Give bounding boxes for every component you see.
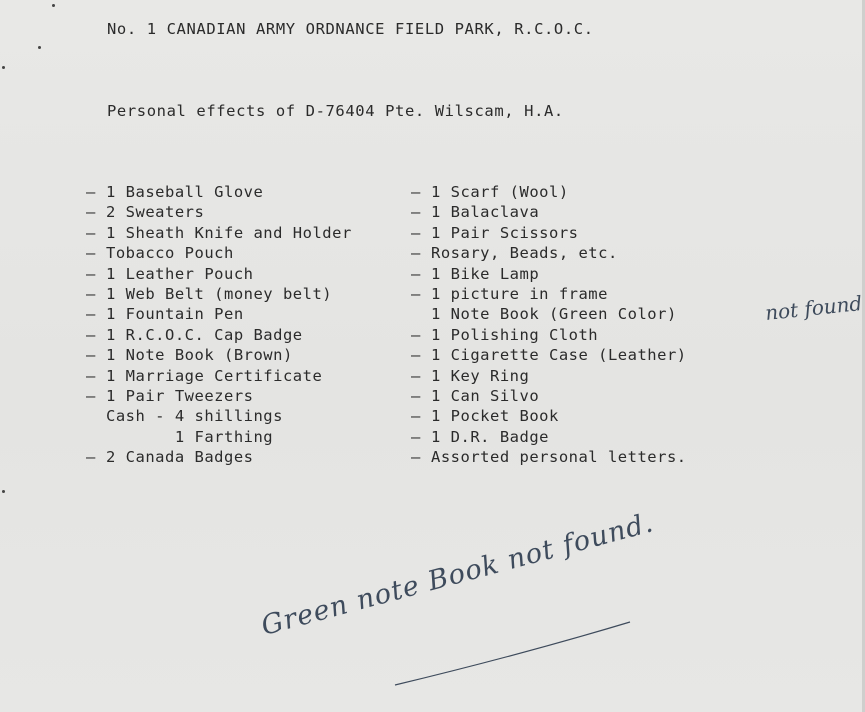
dash-mark: — bbox=[411, 244, 421, 263]
dash-mark: — bbox=[86, 244, 96, 263]
item-text: 1 Pair Scissors bbox=[431, 223, 579, 242]
item-text: 1 Bike Lamp bbox=[431, 264, 540, 283]
dash-mark: — bbox=[411, 264, 421, 283]
dash-mark: — bbox=[411, 366, 421, 385]
item-text: 1 Cigarette Case (Leather) bbox=[431, 346, 687, 365]
dash-mark: — bbox=[86, 284, 96, 303]
item-text: 1 Note Book (Green Color) bbox=[431, 305, 677, 324]
item-text: 1 D.R. Badge bbox=[431, 427, 549, 446]
dash-mark: — bbox=[411, 427, 421, 446]
item-text: 1 Pocket Book bbox=[431, 407, 559, 426]
item-text: Cash - 4 shillings bbox=[106, 407, 283, 426]
dash-mark: — bbox=[86, 386, 96, 405]
item-text: 1 Baseball Glove bbox=[106, 183, 264, 201]
dash-mark: — bbox=[86, 325, 96, 344]
document-subheading: Personal effects of D-76404 Pte. Wilscam, H.A. bbox=[107, 102, 564, 120]
dash-mark: — bbox=[86, 183, 96, 201]
item-text: 1 Leather Pouch bbox=[106, 264, 254, 283]
item-text: 1 Note Book (Brown) bbox=[106, 346, 293, 365]
item-text: Assorted personal letters. bbox=[431, 448, 687, 467]
item-text: 1 picture in frame bbox=[431, 284, 608, 303]
item-text: 1 Can Silvo bbox=[431, 386, 540, 405]
dash-mark: — bbox=[86, 346, 96, 365]
item-text: Tobacco Pouch bbox=[106, 244, 234, 263]
item-text: 2 Canada Badges bbox=[106, 448, 254, 467]
item-text: 2 Sweaters bbox=[106, 203, 205, 222]
document-heading: No. 1 CANADIAN ARMY ORDNANCE FIELD PARK, R.C.O.C. bbox=[107, 20, 594, 38]
item-text: 1 Scarf (Wool) bbox=[431, 183, 569, 201]
item-text: 1 Key Ring bbox=[431, 366, 530, 385]
dash-mark: — bbox=[86, 223, 96, 242]
dash-mark: — bbox=[411, 183, 421, 201]
item-text: 1 R.C.O.C. Cap Badge bbox=[106, 325, 303, 344]
dash-mark: — bbox=[86, 203, 96, 222]
dash-mark: — bbox=[411, 284, 421, 303]
dash-mark: — bbox=[411, 448, 421, 467]
dash-mark: — bbox=[86, 366, 96, 385]
item-text: 1 Farthing bbox=[106, 427, 274, 446]
item-text: 1 Pair Tweezers bbox=[106, 386, 254, 405]
item-text: 1 Sheath Knife and Holder bbox=[106, 223, 352, 242]
item-text: 1 Fountain Pen bbox=[106, 305, 244, 324]
dash-mark: — bbox=[86, 448, 96, 467]
item-text: 1 Marriage Certificate bbox=[106, 366, 323, 385]
item-text: Rosary, Beads, etc. bbox=[431, 244, 618, 263]
dash-mark: — bbox=[86, 264, 96, 283]
handwritten-inline-note: not found bbox=[764, 290, 864, 326]
item-text: 1 Balaclava bbox=[431, 203, 540, 222]
dash-mark: — bbox=[411, 325, 421, 344]
dash-mark: — bbox=[86, 305, 96, 324]
item-text: 1 Polishing Cloth bbox=[431, 325, 599, 344]
dash-mark: — bbox=[411, 203, 421, 222]
item-text: 1 Web Belt (money belt) bbox=[106, 284, 333, 303]
dash-mark: — bbox=[411, 223, 421, 242]
handwritten-bottom-note: Green note Book not found. bbox=[258, 507, 657, 642]
dash-mark: — bbox=[411, 346, 421, 365]
dash-mark: — bbox=[411, 386, 421, 405]
dash-mark: — bbox=[411, 407, 421, 426]
